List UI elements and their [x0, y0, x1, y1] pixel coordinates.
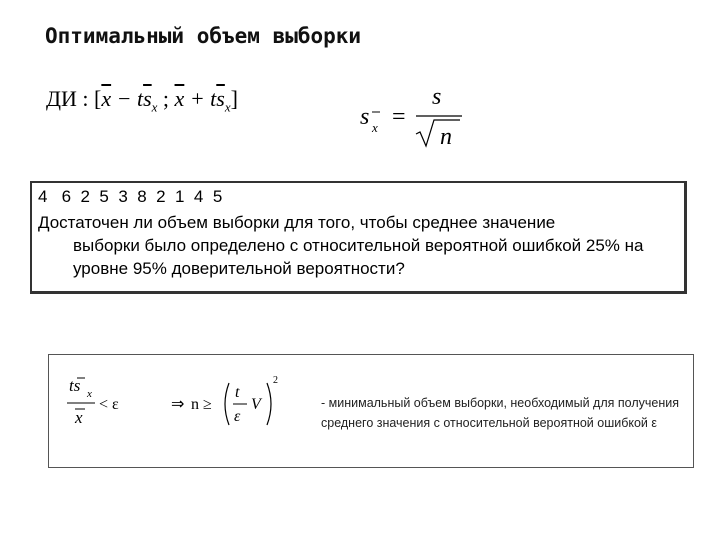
standard-error-formula [358, 82, 478, 152]
se-denominator: n [440, 124, 452, 150]
ci-separator: ; [157, 86, 175, 111]
question-line-1: Достаточен ли объем выборки для того, чтобы среднее значение [38, 213, 556, 232]
problem-question [38, 211, 678, 280]
ci-plus: + t [184, 86, 217, 111]
derivation-formulas [63, 369, 303, 449]
result-v: V [251, 396, 261, 413]
ci-sub: x [151, 99, 158, 115]
ci-close: ] [230, 86, 238, 111]
ineq-denominator: x [75, 408, 83, 427]
confidence-interval-formula [46, 86, 238, 115]
n-geq: n ≥ [191, 396, 212, 413]
ci-mean-2: $\overline{x}$ [174, 86, 185, 111]
ineq-sub: x [87, 388, 92, 400]
ci-mean: $\overline{x}$ [101, 86, 112, 111]
ci-s: $\overline{s}$ [143, 86, 152, 111]
ineq-numerator: ts [69, 376, 81, 395]
ci-sub-2: x [224, 99, 231, 115]
se-equals: = [392, 104, 406, 130]
sqrt-sign [416, 120, 460, 146]
result-t: t [235, 384, 240, 401]
implies-arrow: ⇒ [171, 394, 185, 413]
right-paren [267, 383, 271, 425]
derivation-box [48, 354, 694, 468]
sample-sequence: 4 6 2 5 3 8 2 1 4 5 [38, 187, 223, 206]
derivation-note: - минимальный объем выборки, необходимый для получения среднего значения с относительной вероятной ошибкой ε [321, 396, 679, 430]
ci-minus: − t [111, 86, 144, 111]
problem-box [30, 181, 687, 294]
question-rest: выборки было определено с относительной вероятной ошибкой 25% на уровне 95% доверительной вероятности? [73, 236, 644, 278]
ci-prefix: ДИ : [ [46, 86, 102, 111]
se-numerator: s [432, 84, 442, 110]
left-paren [225, 383, 229, 425]
result-eps: ε [234, 408, 241, 425]
result-power: 2 [273, 375, 278, 386]
se-sub: x [372, 120, 378, 135]
ineq-relation: < ε [99, 396, 119, 413]
ci-s-2: $\overline{s}$ [216, 86, 225, 111]
se-lhs: s [360, 104, 370, 130]
page-title: Оптимальный объем выборки [45, 24, 362, 48]
